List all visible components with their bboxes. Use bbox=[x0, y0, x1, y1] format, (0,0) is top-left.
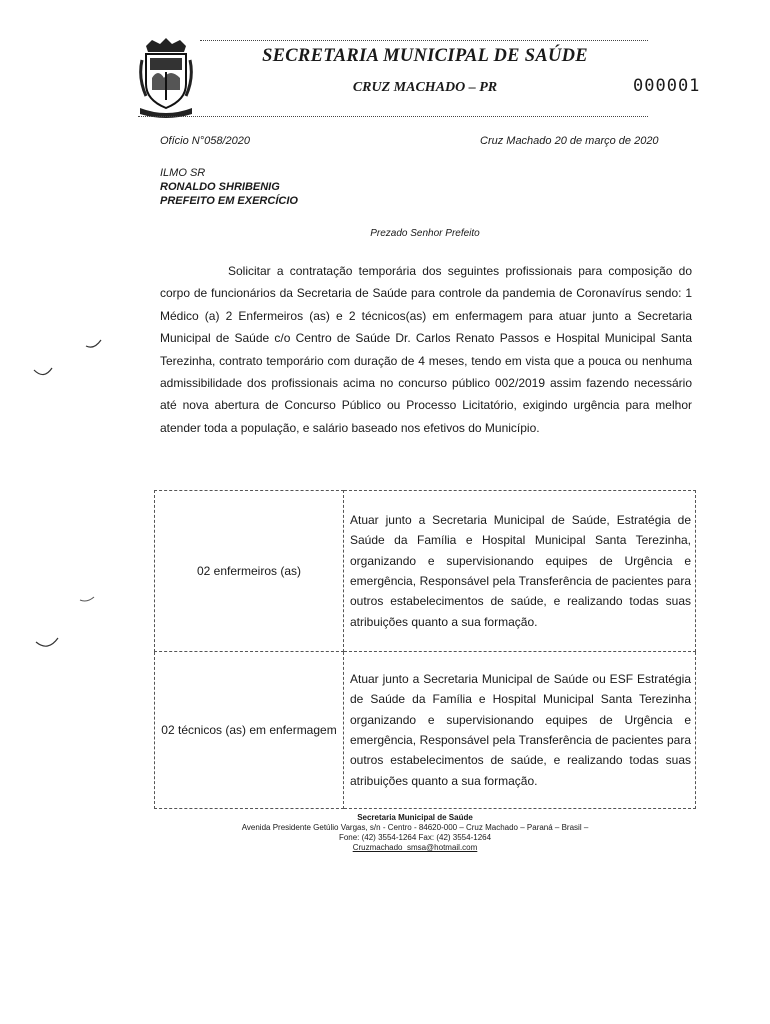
city-title: CRUZ MACHADO – PR bbox=[352, 80, 498, 95]
footer bbox=[170, 813, 660, 853]
coat-of-arms-icon bbox=[138, 38, 194, 118]
role-cell: 02 enfermeiros (as) bbox=[155, 491, 344, 652]
table-row bbox=[155, 491, 696, 652]
margin-mark-icon bbox=[84, 336, 104, 350]
body-paragraph: Solicitar a contratação temporária dos seguintes profissionais para composição do corpo de funcionários da Secretaria de Saúde para controle da pandemia de Coronavírus sendo: 1 Médico (a) 2 Enfermeiros (as) e 2 técnicos(as) em enfermagem para atuar junto a Secretaria Municipal de Saúde c/o Centro de Saúde Dr. Carlos Renato Passos e Hospital Municipal Santa Terezinha, contrato temporário com duração de 4 meses, tendo em vista que a pouca ou nenhuma admissibilidade dos profissionais acima no concurso público 002/2019 assim fazendo necessário até nova abertura de Concurso Público ou Processo Licitatório, exigindo urgência para melhor atender toda a população, e salário baseado nos efetivos do Município. bbox=[160, 264, 692, 435]
footer-phone: Fone: (42) 3554-1264 Fax: (42) 3554-1264 bbox=[338, 833, 492, 842]
margin-mark-icon bbox=[34, 634, 62, 652]
margin-mark-icon bbox=[78, 594, 96, 604]
duties-table bbox=[154, 490, 696, 809]
footer-title: Secretaria Municipal de Saúde bbox=[357, 813, 473, 822]
header-top-rule bbox=[200, 40, 648, 41]
document-date: Cruz Machado 20 de março de 2020 bbox=[480, 135, 659, 147]
footer-address: Avenida Presidente Getúlio Vargas, s/n - Centro - 84620-000 – Cruz Machado – Paraná – Brasil – bbox=[241, 823, 589, 832]
role-cell: 02 técnicos (as) em enfermagem bbox=[155, 652, 344, 809]
recipient-title: PREFEITO EM EXERCÍCIO bbox=[160, 195, 298, 207]
footer-email: Cruzmachado_smsa@hotmail.com bbox=[352, 843, 478, 852]
reference-number: Ofício N°058/2020 bbox=[160, 135, 251, 147]
document-number: 000001 bbox=[633, 76, 701, 96]
description-cell: Atuar junto a Secretaria Municipal de Saúde ou ESF Estratégia de Saúde da Família e Hospital Municipal Santa Terezinha organizando e supervisionando equipes de Urgência e emergência, Responsável pela Transferência de pacientes para outros estabelecimentos de saúde, e realizando todas suas atribuições quanto a sua formação. bbox=[344, 652, 696, 809]
recipient-honorific: ILMO SR bbox=[160, 167, 206, 179]
recipient-name: RONALDO SHRIBENIG bbox=[160, 181, 280, 193]
greeting: Prezado Senhor Prefeito bbox=[370, 228, 480, 239]
department-title: SECRETARIA MUNICIPAL DE SAÚDE bbox=[262, 46, 588, 66]
margin-mark-icon bbox=[32, 364, 56, 380]
recipient-block bbox=[160, 166, 298, 208]
description-cell: Atuar junto a Secretaria Municipal de Saúde, Estratégia de Saúde da Família e Hospital Municipal Santa Terezinha, organizando e supervisionando equipes de Urgência e emergência, Responsável pela Transferência de pacientes para outros estabelecimentos de saúde, e realizando todas suas atribuições quanto a sua formação. bbox=[344, 491, 696, 652]
table-row bbox=[155, 652, 696, 809]
header-bottom-rule bbox=[138, 116, 648, 117]
